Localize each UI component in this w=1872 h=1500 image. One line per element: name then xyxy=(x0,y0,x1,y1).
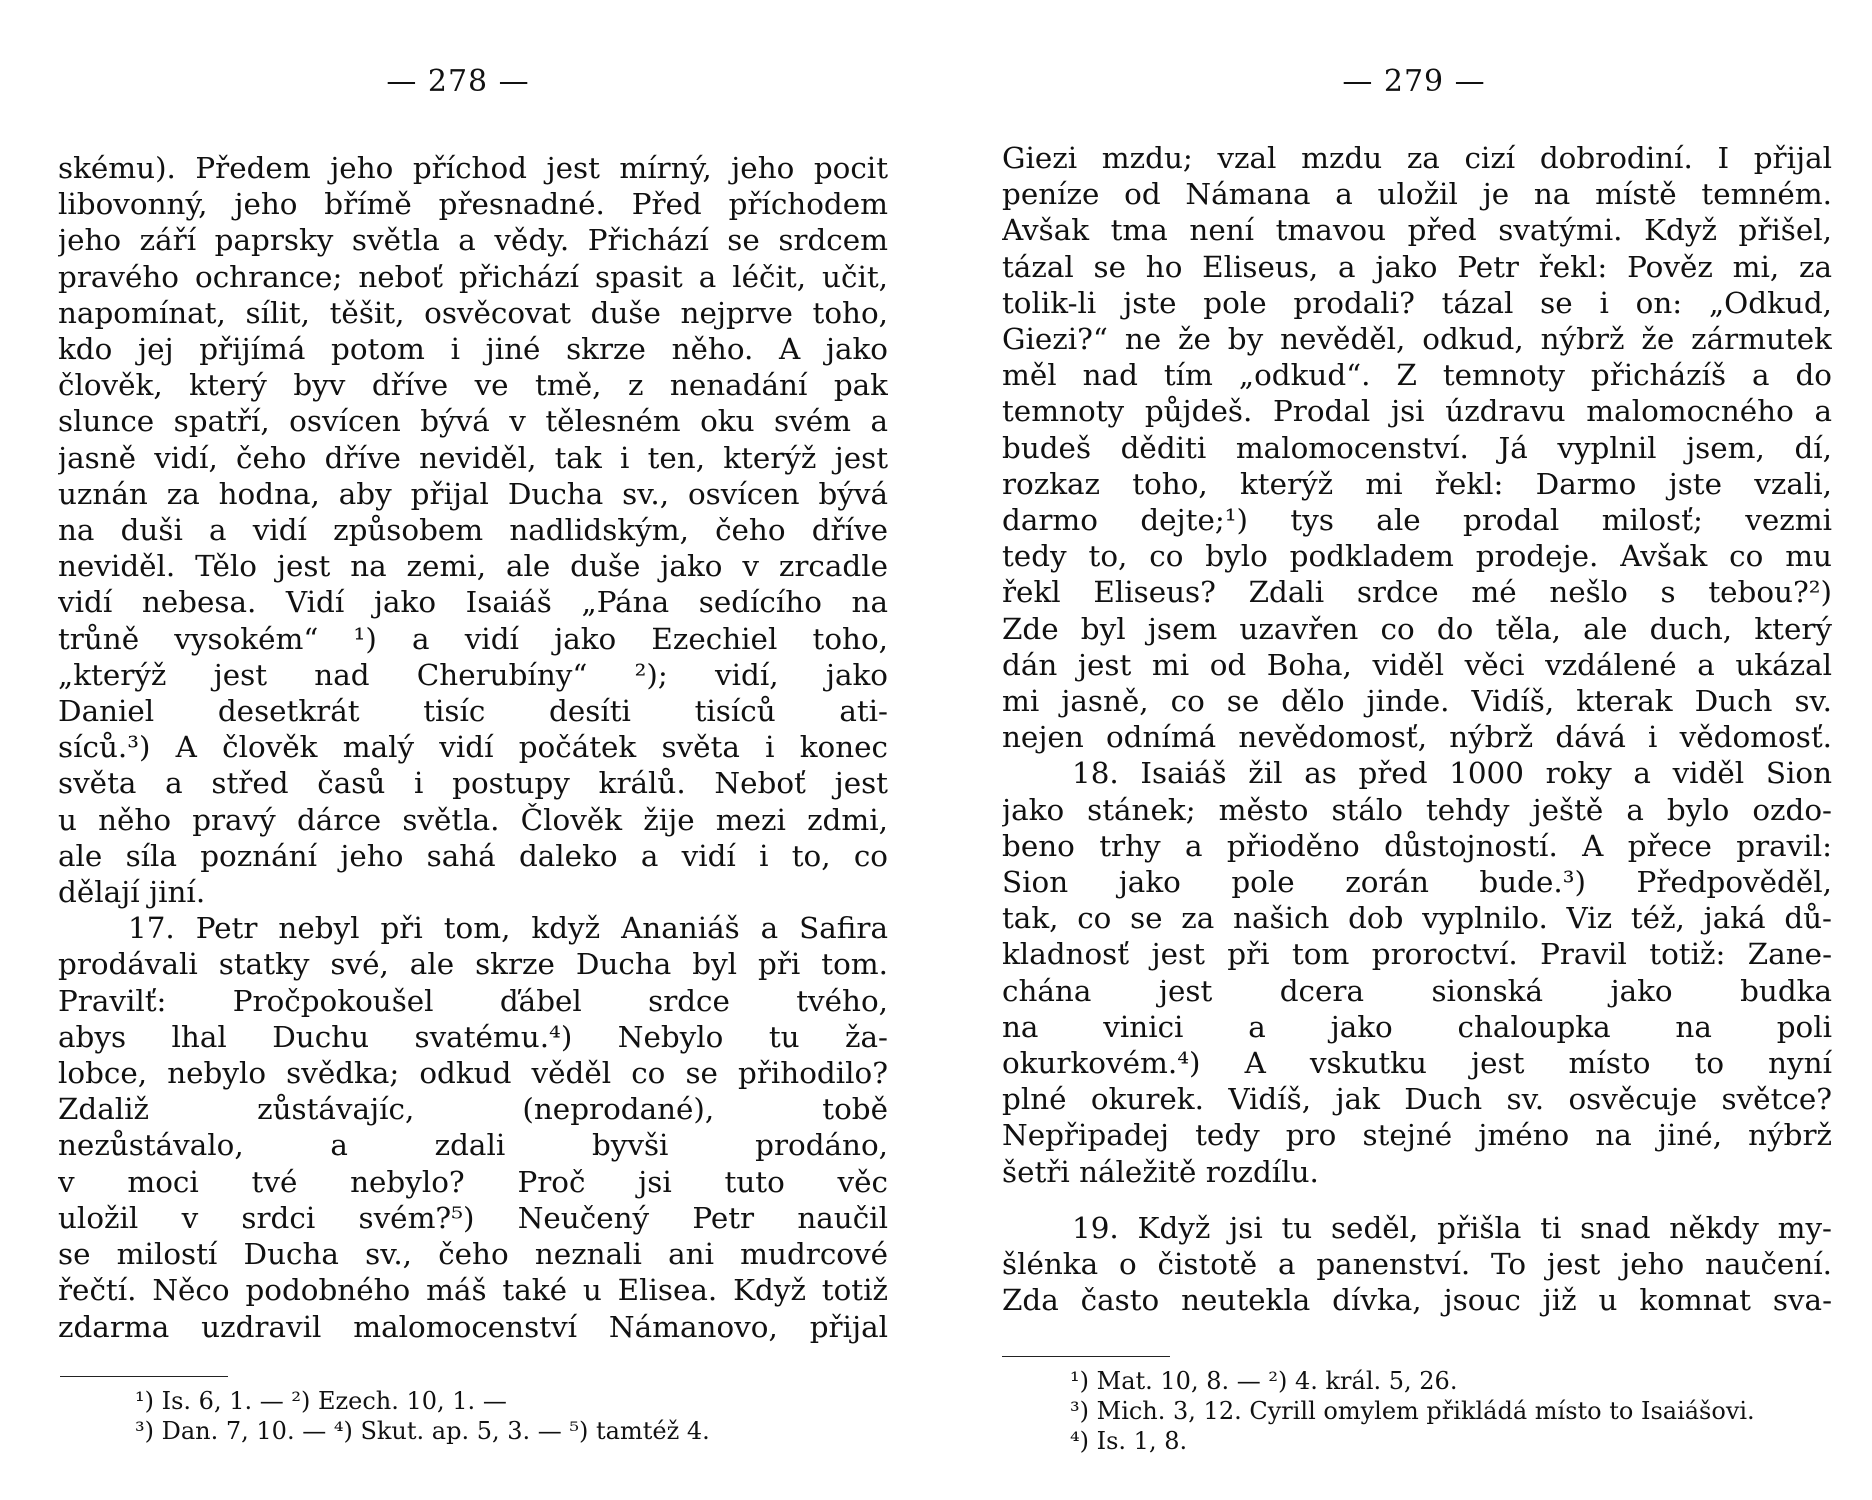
text-line: síců.³) A člověk malý vidí počátek světa i konec xyxy=(58,730,888,765)
text-line: dán jest mi od Boha, viděl věci vzdálené a ukázal xyxy=(1002,647,1832,682)
text-line: mi jasně, co se dělo jinde. Vidíš, kterak Duch sv. xyxy=(1002,684,1832,719)
text-line: darmo dejte;¹) tys ale prodal milosť; vezmi xyxy=(1002,503,1832,538)
text-line: libovonný, jeho břímě přesnadné. Před příchodem xyxy=(58,187,888,222)
right-page xyxy=(936,0,1872,1500)
text-line: lobce, nebylo svědka; odkud věděl co se přihodilo? xyxy=(58,1056,888,1091)
text-line: měl nad tím „odkud“. Z temnoty přicházíš a do xyxy=(1002,358,1832,393)
text-line: na duši a vidí způsobem nadlidským, čeho dříve xyxy=(58,513,888,548)
text-line: rozkaz toho, kterýž mi řekl: Darmo jste vzali, xyxy=(1002,466,1832,501)
text-line: kladnosť jest při tom proroctví. Pravil totiž: Zane- xyxy=(1002,937,1832,972)
text-line: tedy to, co bylo podkladem prodeje. Avšak co mu xyxy=(1002,539,1832,574)
right-page-body xyxy=(1002,140,1832,1319)
text-line: řečtí. Něco podobného máš také u Elisea. Když totiž xyxy=(58,1273,888,1308)
text-line: okurkovém.⁴) A vskutku jest místo to nyní xyxy=(1002,1046,1832,1081)
text-line: uložil v srdci svém?⁵) Neučený Petr naučil xyxy=(58,1200,888,1235)
footnote-line: ⁴) Is. 1, 8. xyxy=(1070,1427,1188,1455)
text-line: peníze od Námana a uložil je na místě temném. xyxy=(1002,177,1832,212)
footnote-divider xyxy=(1002,1356,1170,1357)
text-line: jeho září paprsky světla a vědy. Přichází se srdcem xyxy=(58,223,888,258)
text-line: „kterýž jest nad Cherubíny“ ²); vidí, jako xyxy=(58,657,888,692)
footnote-line: ³) Dan. 7, 10. — ⁴) Skut. ap. 5, 3. — ⁵) tamtéž 4. xyxy=(135,1417,710,1445)
text-line: dělají jiní. xyxy=(58,875,206,910)
text-line: Sion jako pole zorán bude.³) Předpověděl, xyxy=(1002,865,1832,900)
text-line: tolik-li jste pole prodali? tázal se i on: „Odkud, xyxy=(1002,285,1832,320)
text-line: budeš děditi malomocenství. Já vyplnil jsem, dí, xyxy=(1002,430,1832,465)
text-line: šetři náležitě rozdílu. xyxy=(1002,1154,1319,1189)
text-line: světa a střed časů i postupy králů. Neboť jest xyxy=(58,766,888,801)
text-line: napomínat, sílit, těšit, osvěcovat duše nejprve toho, xyxy=(58,295,888,330)
left-footnotes xyxy=(135,1386,710,1446)
text-line: beno trhy a přioděno důstojností. A přece pravil: xyxy=(1002,828,1832,863)
text-line: Giezi?“ ne že by nevěděl, odkud, nýbrž že zármutek xyxy=(1002,322,1832,357)
footnote-divider xyxy=(60,1376,228,1377)
text-line: zdarma uzdravil malomocenství Námanovo, přijal xyxy=(58,1309,888,1344)
footnote-line: ¹) Is. 6, 1. — ²) Ezech. 10, 1. — xyxy=(135,1387,507,1415)
text-line: člověk, který byv dříve ve tmě, z nenadání pak xyxy=(58,368,888,403)
text-line: pravého ochrance; neboť přichází spasit a léčit, učit, xyxy=(58,259,888,294)
text-line: slunce spatří, osvícen bývá v tělesném oku svém a xyxy=(58,404,888,439)
text-line: Avšak tma není tmavou před svatými. Když přišel, xyxy=(1002,213,1832,248)
text-line: v moci tvé nebylo? Proč jsi tuto věc xyxy=(58,1164,888,1199)
text-line: na vinici a jako chaloupka na poli xyxy=(1002,1009,1832,1044)
paragraph-19-start: 19. Když jsi tu seděl, přišla ti snad někdy my- xyxy=(1072,1210,1832,1245)
text-line: Zda často neutekla dívka, jsouc již u komnat sva- xyxy=(1002,1283,1832,1318)
text-line: temnoty půjdeš. Prodal jsi úzdravu malomocného a xyxy=(1002,394,1832,429)
text-line: se milostí Ducha sv., čeho neznali ani mudrcové xyxy=(58,1237,888,1272)
text-line: vidí nebesa. Vidí jako Isaiáš „Pána sedícího na xyxy=(58,585,888,620)
text-line: abys lhal Duchu svatému.⁴) Nebylo tu ža- xyxy=(58,1019,888,1054)
text-line: uznán za hodna, aby přijal Ducha sv., osvícen bývá xyxy=(58,476,888,511)
paragraph-17-start: 17. Petr nebyl při tom, když Ananiáš a Safira xyxy=(128,911,888,946)
page-number-left: — 278 — xyxy=(386,64,530,99)
text-line: u něho pravý dárce světla. Člověk žije mezi zdmi, xyxy=(58,802,888,837)
text-line: Giezi mzdu; vzal mzdu za cizí dobrodiní. I přijal xyxy=(1002,141,1832,175)
text-line: neviděl. Tělo jest na zemi, ale duše jako v zrcadle xyxy=(58,549,888,584)
left-page-body xyxy=(58,150,888,1345)
text-line: šlénka o čistotě a panenství. To jest jeho naučení. xyxy=(1002,1247,1832,1282)
text-line: kdo jej přijímá potom i jiné skrze něho. A jako xyxy=(58,332,888,367)
right-footnotes xyxy=(1070,1366,1755,1456)
text-line: Pravilť: Pročpokoušel ďábel srdce tvého, xyxy=(58,983,888,1018)
text-line: plné okurek. Vidíš, jak Duch sv. osvěcuje světce? xyxy=(1002,1082,1832,1117)
paragraph-18-start: 18. Isaiáš žil as před 1000 roky a viděl Sion xyxy=(1072,756,1832,791)
footnote-line: ³) Mich. 3, 12. Cyrill omylem přikládá místo to Isaiášovi. xyxy=(1070,1397,1755,1425)
text-line: tak, co se za našich dob vyplnilo. Viz též, jaká dů- xyxy=(1002,901,1832,936)
text-line: nezůstávalo, a zdali byvši prodáno, xyxy=(58,1128,888,1163)
text-line: Nepřipadej tedy pro stejné jméno na jiné, nýbrž xyxy=(1002,1118,1832,1153)
footnote-line: ¹) Mat. 10, 8. — ²) 4. král. 5, 26. xyxy=(1070,1367,1458,1395)
text-line: Zde byl jsem uzavřen co do těla, ale duch, který xyxy=(1002,611,1832,646)
text-line: jako stánek; město stálo tehdy ještě a bylo ozdo- xyxy=(1002,792,1832,827)
text-line: ale síla poznání jeho sahá daleko a vidí i to, co xyxy=(58,838,888,873)
text-line: prodávali statky své, ale skrze Ducha byl při tom. xyxy=(58,947,888,982)
text-line: nejen odnímá nevědomosť, nýbrž dává i vědomosť. xyxy=(1002,720,1832,755)
text-line: Zdaliž zůstávajíc, (neprodané), tobě xyxy=(58,1092,888,1127)
text-line: trůně vysokém“ ¹) a vidí jako Ezechiel toho, xyxy=(58,621,888,656)
text-line: Daniel desetkrát tisíc desíti tisíců ati- xyxy=(58,694,888,729)
text-line: řekl Eliseus? Zdali srdce mé nešlo s tebou?²) xyxy=(1002,575,1832,610)
text-line: chána jest dcera sionská jako budka xyxy=(1002,973,1832,1008)
text-line: tázal se ho Eliseus, a jako Petr řekl: Pověz mi, za xyxy=(1002,249,1832,284)
page-number-right: — 279 — xyxy=(1342,64,1486,99)
text-line: skému). Předem jeho příchod jest mírný, jeho pocit xyxy=(58,151,888,185)
text-line: jasně vidí, čeho dříve neviděl, tak i ten, kterýž jest xyxy=(58,440,888,475)
